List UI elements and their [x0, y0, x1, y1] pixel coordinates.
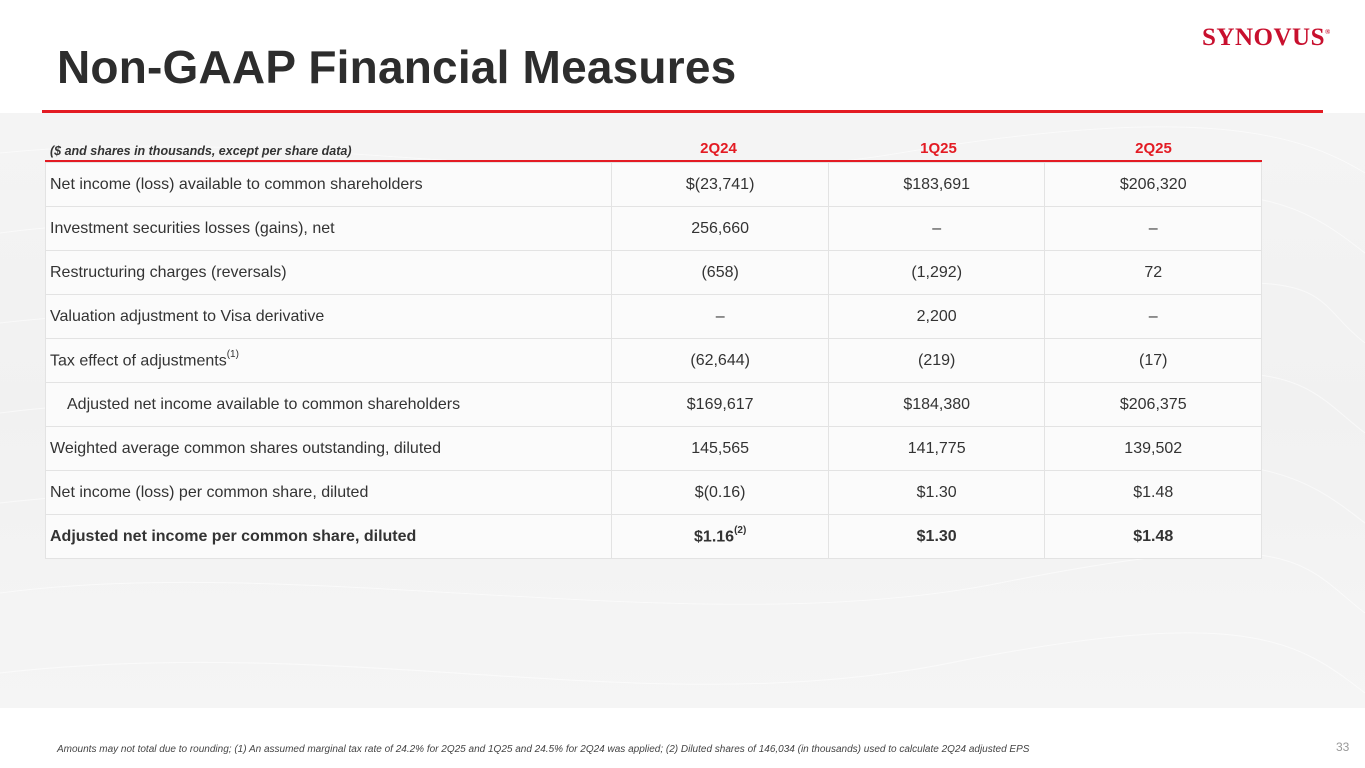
row-label: Investment securities losses (gains), net	[46, 207, 612, 251]
column-header-2q24: 2Q24	[700, 140, 737, 157]
cell-1q25: $183,691	[828, 163, 1045, 207]
row-label: Weighted average common shares outstanding, diluted	[46, 427, 612, 471]
cell-1q25: 141,775	[828, 427, 1045, 471]
footnote-marker: (1)	[226, 348, 239, 360]
cell-2q25: $1.48	[1045, 471, 1262, 515]
title-divider	[42, 110, 1323, 113]
cell-2q25: –	[1045, 295, 1262, 339]
table-row	[46, 339, 1262, 383]
cell-2q24-cell	[612, 515, 829, 559]
page-title: Non-GAAP Financial Measures	[57, 41, 737, 93]
row-label: Net income (loss) available to common shareholders	[46, 163, 612, 207]
row-label: Tax effect of adjustments	[50, 352, 227, 370]
column-header-2q25: 2Q25	[1135, 140, 1172, 157]
cell-2q24: $1.16	[694, 528, 735, 546]
table-row	[46, 207, 1262, 251]
cell-2q25: (17)	[1045, 339, 1262, 383]
row-label-cell	[46, 339, 612, 383]
table-unit-note: ($ and shares in thousands, except per share data)	[50, 144, 352, 158]
page-number: 33	[1336, 740, 1350, 754]
financial-table-container	[45, 138, 1262, 559]
table-row	[46, 427, 1262, 471]
row-label: Net income (loss) per common share, diluted	[46, 471, 612, 515]
row-label: Valuation adjustment to Visa derivative	[46, 295, 612, 339]
cell-1q25: –	[828, 207, 1045, 251]
cell-2q24: 145,565	[612, 427, 829, 471]
cell-2q24: –	[612, 295, 829, 339]
cell-2q25: $206,320	[1045, 163, 1262, 207]
cell-1q25: (219)	[828, 339, 1045, 383]
table-header	[45, 138, 1262, 160]
cell-2q24: $(23,741)	[612, 163, 829, 207]
cell-1q25: $1.30	[828, 515, 1045, 559]
cell-2q25: –	[1045, 207, 1262, 251]
table-row	[46, 295, 1262, 339]
slide-footnote: Amounts may not total due to rounding; (1) An assumed marginal tax rate of 24.2% for 2Q25 and 1Q25 and 24.5% for 2Q24 was applied; (2) Diluted shares of 146,034 (in thousands) used to calculate 2Q24 adjusted EPS	[57, 744, 1030, 755]
cell-2q25: 72	[1045, 251, 1262, 295]
table-row	[46, 471, 1262, 515]
cell-2q25: 139,502	[1045, 427, 1262, 471]
cell-1q25: (1,292)	[828, 251, 1045, 295]
cell-1q25: $1.30	[828, 471, 1045, 515]
table-row	[46, 251, 1262, 295]
cell-2q24: $(0.16)	[612, 471, 829, 515]
column-header-1q25: 1Q25	[920, 140, 957, 157]
financial-table	[45, 162, 1262, 559]
cell-1q25: 2,200	[828, 295, 1045, 339]
row-label: Adjusted net income per common share, diluted	[46, 515, 612, 559]
cell-2q25: $1.48	[1045, 515, 1262, 559]
cell-2q25: $206,375	[1045, 383, 1262, 427]
cell-1q25: $184,380	[828, 383, 1045, 427]
cell-2q24: (658)	[612, 251, 829, 295]
cell-2q24: (62,644)	[612, 339, 829, 383]
cell-2q24: 256,660	[612, 207, 829, 251]
table-row-total	[46, 515, 1262, 559]
row-label: Restructuring charges (reversals)	[46, 251, 612, 295]
row-label: Adjusted net income available to common shareholders	[46, 383, 612, 427]
table-row	[46, 163, 1262, 207]
table-row-subtotal	[46, 383, 1262, 427]
registered-mark: ®	[1324, 28, 1331, 36]
cell-2q24: $169,617	[612, 383, 829, 427]
footnote-marker: (2)	[734, 524, 747, 536]
company-logo: SYNOVUS®	[1202, 24, 1331, 51]
